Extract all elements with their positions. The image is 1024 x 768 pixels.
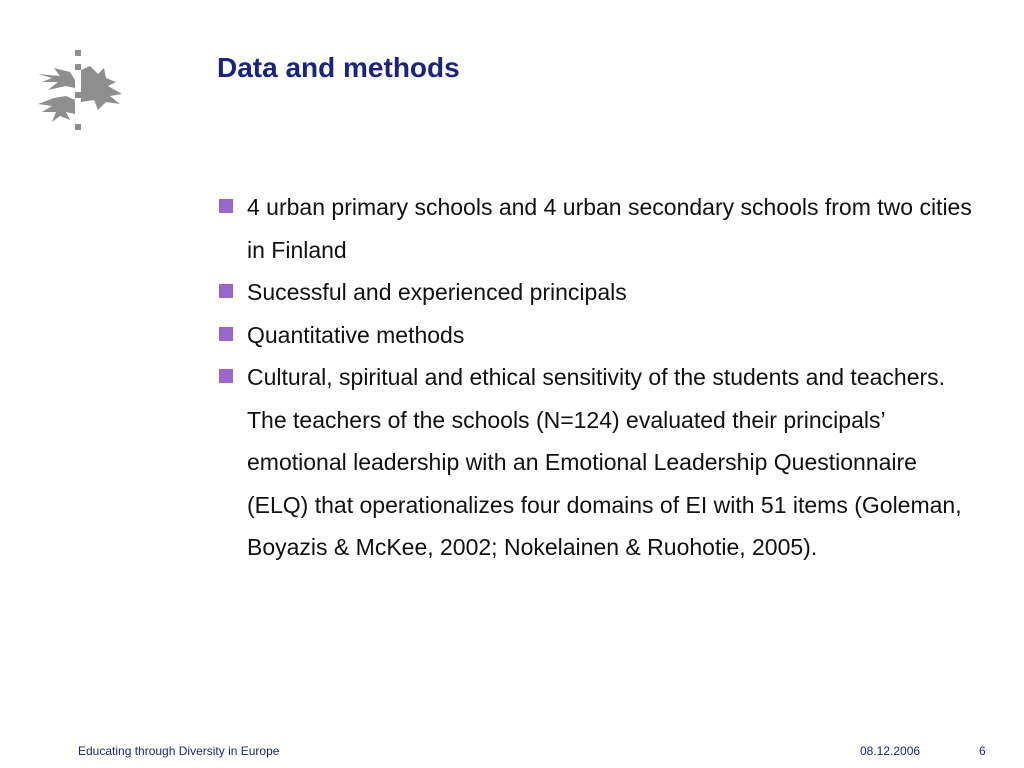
bullet-item — [217, 186, 977, 271]
footer-date: 08.12.2006 — [860, 744, 921, 758]
bullet-text: Sucessful and experienced principals — [247, 279, 627, 305]
bullet-list — [217, 186, 977, 569]
bullet-item — [217, 314, 977, 357]
university-flame-logo-icon — [30, 40, 130, 140]
square-bullet-icon — [219, 199, 233, 213]
bullet-text: Quantitative methods — [247, 321, 465, 348]
bullet-text: 4 urban primary schools and 4 urban secondary schools from two cities in Finland — [247, 194, 972, 263]
bullet-item — [217, 271, 977, 314]
square-bullet-icon — [219, 327, 233, 341]
bullet-item — [217, 356, 977, 569]
footer-title: Educating through Diversity in Europe — [78, 744, 280, 758]
bullet-text: Cultural, spiritual and ethical sensitivity of the students and teachers. The teachers of the schools (N=124) evaluated their principals’ emotional leadership with an Emotional Leadership Questionnaire (ELQ) that operationalizes four domains of EI with 51 items (Goleman, Boyazis & McKee, 2002; Nokelainen & Ruohotie, 2005). — [247, 364, 962, 560]
page-number: 6 — [979, 744, 986, 758]
square-bullet-icon — [219, 284, 233, 298]
square-bullet-icon — [219, 369, 233, 383]
slide-title: Data and methods — [217, 52, 460, 83]
